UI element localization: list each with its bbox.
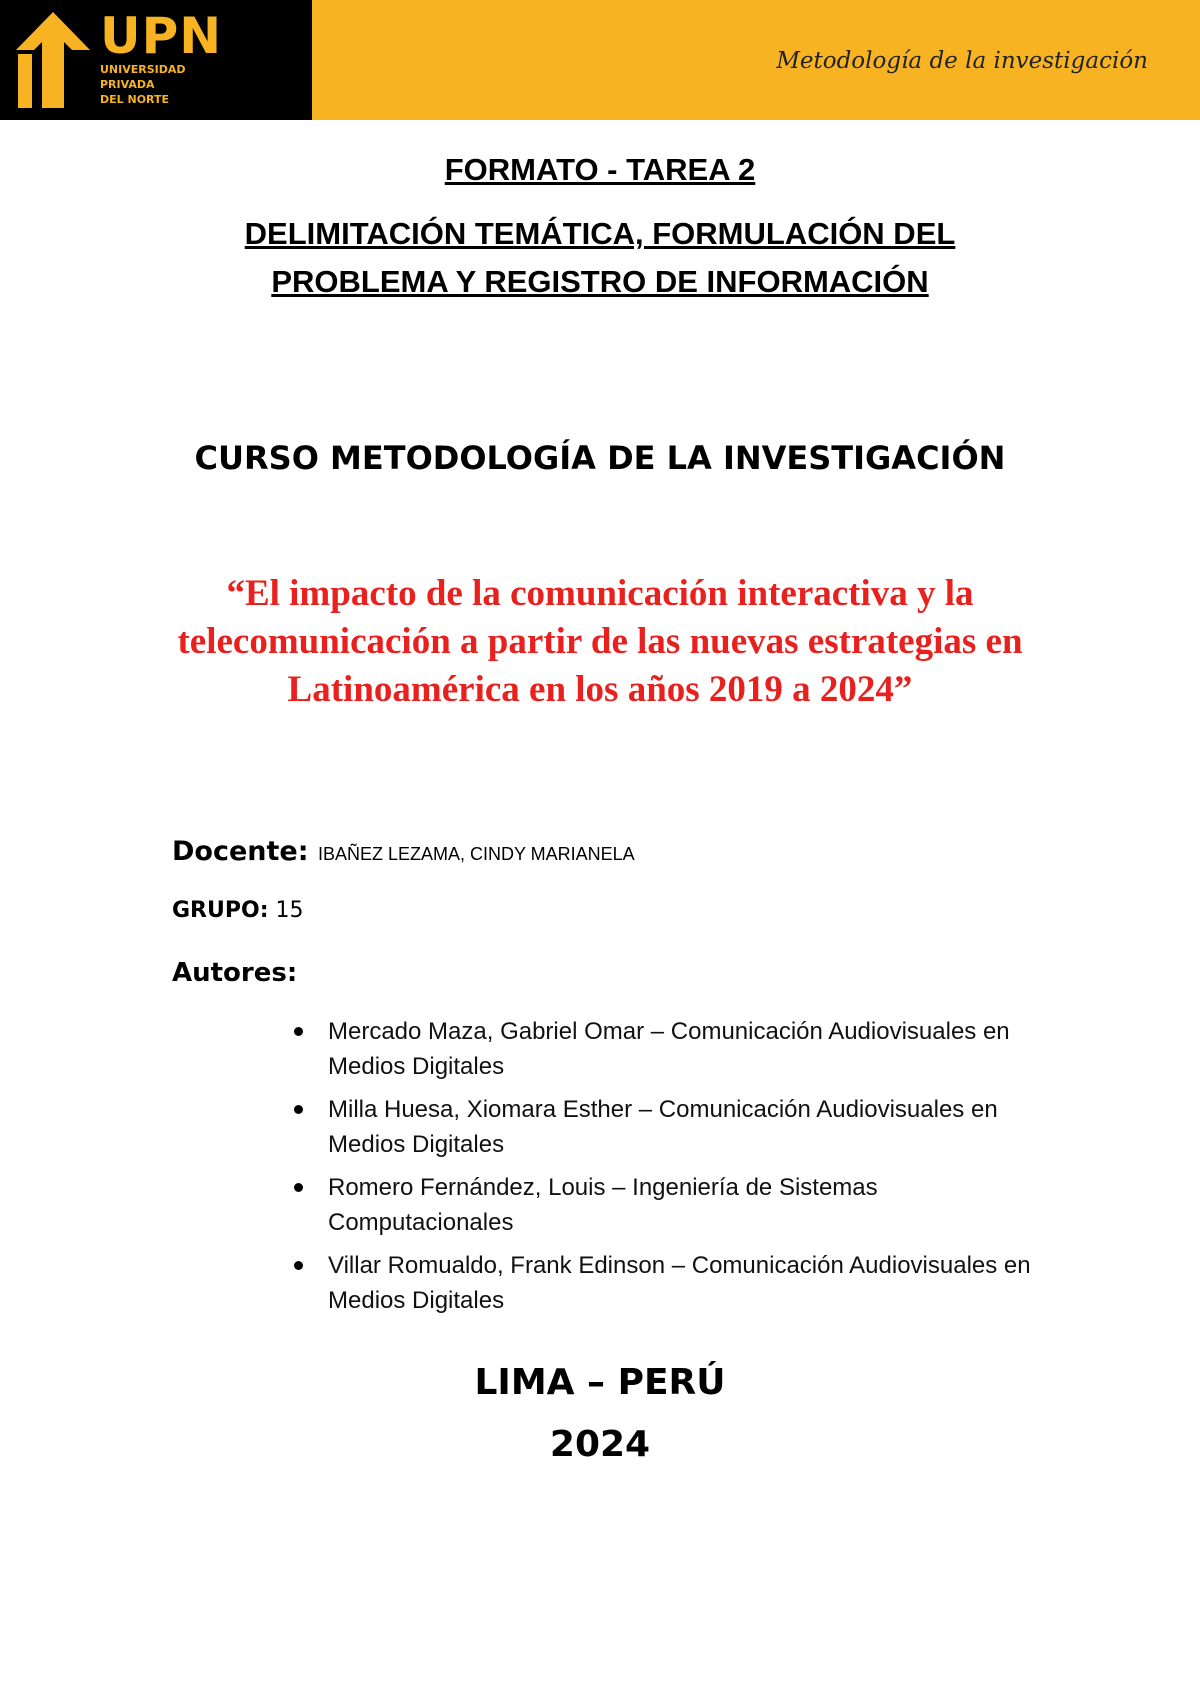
teacher-field xyxy=(172,836,635,867)
teacher-label: Docente: xyxy=(172,836,309,867)
author-text: Mercado Maza, Gabriel Omar – Comunicación Audiovisuales en Medios Digitales xyxy=(328,1018,1010,1080)
logo-subtext: UNIVERSIDAD PRIVADA DEL NORTE xyxy=(100,63,186,106)
header-course-title: Metodología de la investigación xyxy=(776,48,1148,74)
logo-text: UPN xyxy=(100,7,223,65)
document-subtitle: DELIMITACIÓN TEMÁTICA, FORMULACIÓN DEL PROBLEMA Y REGISTRO DE INFORMACIÓN xyxy=(244,216,956,299)
author-text: Milla Huesa, Xiomara Esther – Comunicación Audiovisuales en Medios Digitales xyxy=(328,1096,998,1158)
teacher-name: IBAÑEZ LEZAMA, CINDY MARIANELA xyxy=(317,844,635,864)
group-label: GRUPO: xyxy=(172,898,269,923)
list-item xyxy=(280,1014,1040,1084)
format-title: FORMATO - TAREA 2 xyxy=(444,152,756,187)
group-value: 15 xyxy=(275,898,304,923)
group-field xyxy=(172,898,304,923)
header-band xyxy=(0,0,1200,120)
bullet-icon xyxy=(294,1261,303,1270)
bullet-icon xyxy=(294,1105,303,1114)
authors-list xyxy=(280,1014,1040,1326)
list-item xyxy=(280,1092,1040,1162)
upn-logo xyxy=(0,0,312,120)
place: LIMA – PERÚ xyxy=(474,1362,726,1403)
list-item xyxy=(280,1248,1040,1318)
place-and-year xyxy=(0,1352,1200,1476)
year: 2024 xyxy=(549,1424,651,1465)
authors-label: Autores: xyxy=(172,958,298,988)
author-text: Romero Fernández, Louis – Ingeniería de Sistemas Computacionales xyxy=(328,1174,878,1236)
bullet-icon xyxy=(294,1027,303,1036)
research-title: “El impacto de la comunicación interactiva y la telecomunicación a partir de las nuevas estrategias en Latinoamérica en los años 2019 a 2024” xyxy=(177,573,1023,710)
course-title: CURSO METODOLOGÍA DE LA INVESTIGACIÓN xyxy=(194,439,1006,477)
bullet-icon xyxy=(294,1183,303,1192)
arrow-up-logo-icon xyxy=(14,10,92,110)
list-item xyxy=(280,1170,1040,1240)
author-text: Villar Romualdo, Frank Edinson – Comunicación Audiovisuales en Medios Digitales xyxy=(328,1252,1031,1314)
